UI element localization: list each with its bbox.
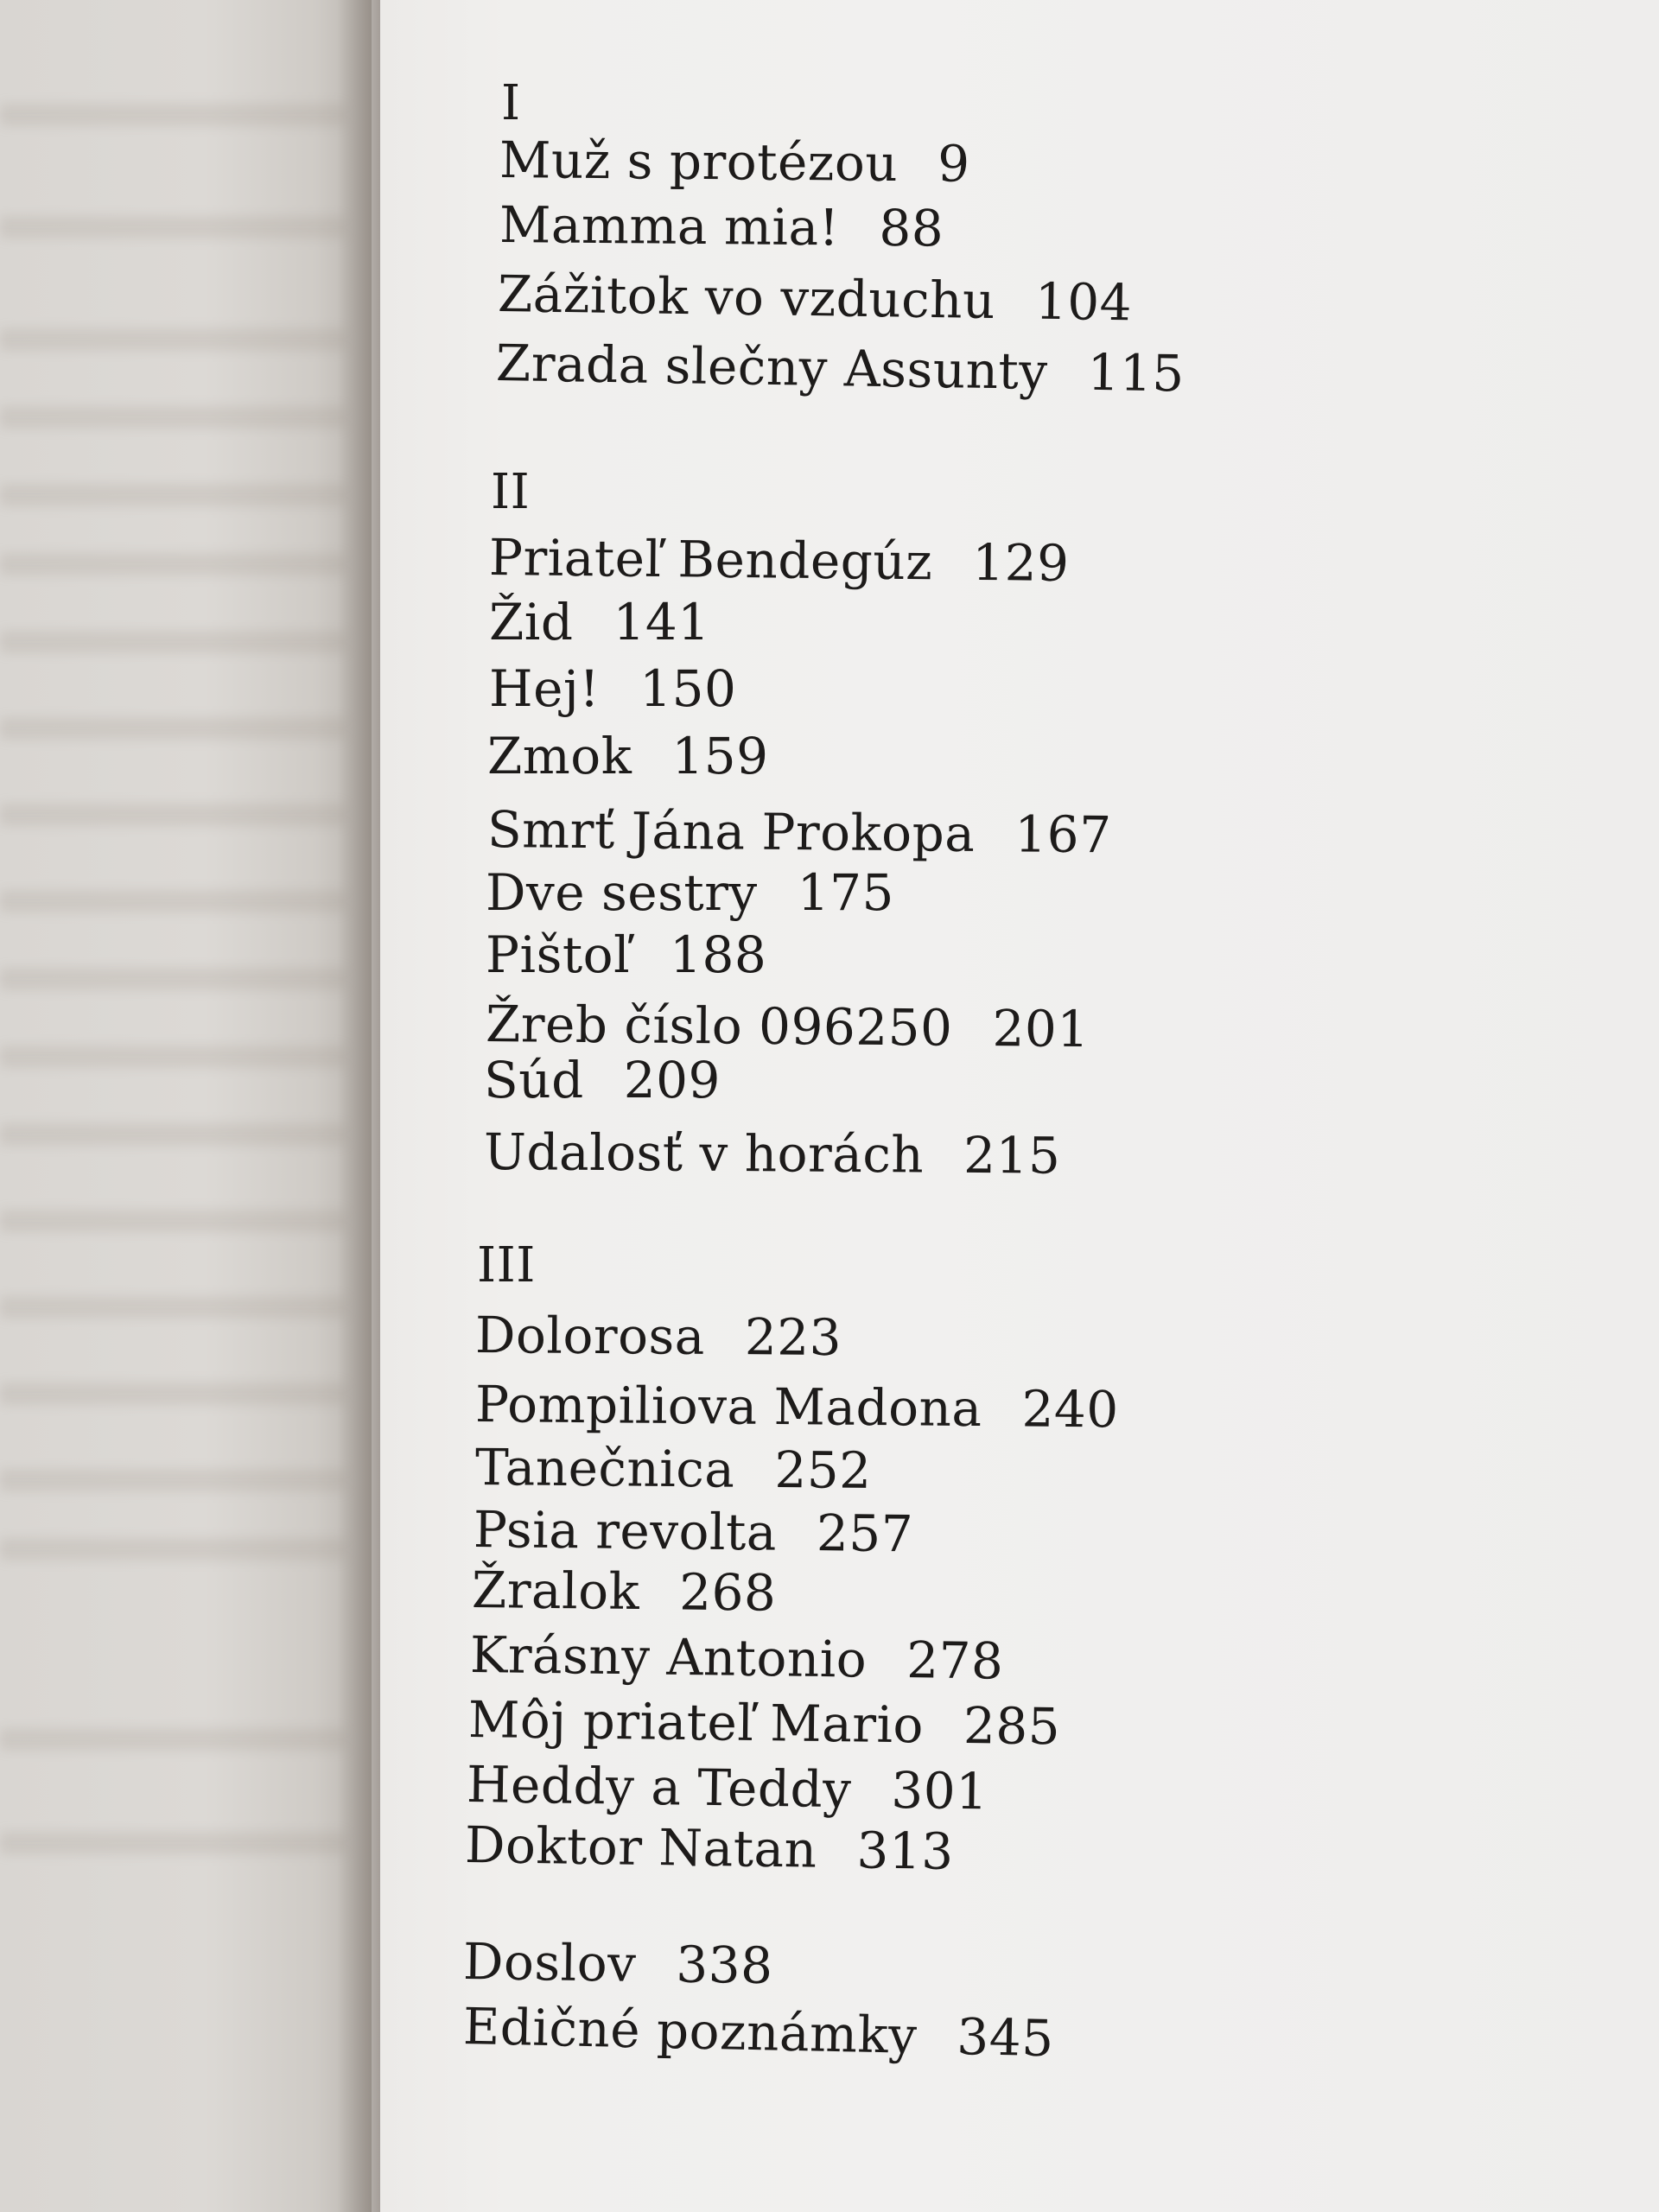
entry-page: 268 [678,1562,777,1623]
entry-title: Krásny Antonio [469,1625,868,1689]
toc-entry [475,1437,872,1501]
toc-entry [463,1931,774,1996]
toc-entry [470,1624,1004,1692]
entry-page: 159 [671,727,769,785]
entry-title: Hej! [489,659,601,718]
entry-page: 240 [1021,1379,1120,1440]
entry-title: Žid [489,593,574,652]
entry-page: 301 [890,1760,989,1821]
entry-page: 215 [963,1125,1061,1185]
entry-title: Smrť Jána Prokopa [486,800,976,863]
toc-entry [489,527,1070,594]
entry-page: 188 [670,925,767,984]
toc-entry [472,1560,777,1624]
toc-entry [467,1754,989,1821]
section-heading: I [501,75,521,131]
entry-page: 345 [956,2006,1055,2069]
entry-title: Zážitok vo vzduchu [497,264,996,331]
entry-title: Žralok [471,1560,640,1622]
entry-title: Psia revolta [473,1500,778,1562]
entry-title: Doktor Natan [464,1815,817,1879]
entry-title: Súd [484,1051,584,1109]
entry-page: 104 [1034,271,1133,333]
entry-title: Mamma mia! [499,195,840,257]
entry-title: Pompiliova Madona [474,1375,982,1439]
entry-page: 167 [1014,804,1112,865]
toc-entry [468,1689,1061,1757]
entry-page: 278 [906,1630,1004,1691]
toc-entry [465,1815,955,1882]
entry-page: 141 [613,593,710,652]
entry-title: Môj priateľ Mario [467,1690,925,1755]
entry-page: 252 [774,1440,872,1501]
toc-entry [486,862,894,923]
entry-title: Dve sestry [486,863,758,922]
toc-entry [474,1499,914,1564]
toc-entry [489,658,736,719]
toc-entry [462,1996,1054,2069]
toc-entry [499,194,944,258]
toc-entry [486,925,766,985]
entry-title: Dolorosa [474,1306,706,1366]
entry-title: Zmok [487,727,632,785]
entry-page: 129 [971,532,1070,594]
entry-page: 223 [744,1307,842,1367]
entry-title: Udalosť v horách [483,1122,925,1185]
entry-page: 313 [856,1821,955,1881]
entry-title: Muž s protézou [499,130,899,194]
entry-title: Heddy a Teddy [466,1755,852,1820]
toc-entry [489,592,710,652]
entry-page: 209 [623,1051,721,1109]
toc-entry [484,1050,721,1110]
toc-entry [487,799,1112,865]
entry-page: 285 [963,1696,1061,1757]
entry-page: 175 [797,863,894,922]
toc-entry [475,1374,1119,1440]
section-heading: II [491,464,531,520]
entry-page: 88 [879,198,944,258]
entry-page: 115 [1087,342,1185,404]
entry-title: Edičné poznámky [462,1997,918,2065]
toc-entry [487,726,769,786]
entry-title: Doslov [462,1932,637,1993]
entry-page: 150 [639,659,737,718]
toc-entry [475,1305,842,1368]
entry-title: Zrada slečny Assunty [495,334,1049,402]
entry-page: 9 [937,134,970,194]
section-heading: III [477,1237,536,1294]
entry-page: 338 [675,1935,774,1996]
toc-entry [484,1122,1061,1186]
toc-entry [495,333,1185,404]
entry-title: Žreb číslo 096250 [485,995,953,1058]
toc-entry [499,130,970,194]
entry-title: Pištoľ [486,925,631,984]
entry-page: 257 [816,1503,914,1564]
entry-title: Priateľ Bendegúz [488,528,933,592]
entry-title: Tanečnica [474,1438,735,1499]
entry-page: 201 [992,999,1090,1059]
toc-entry [498,264,1133,333]
